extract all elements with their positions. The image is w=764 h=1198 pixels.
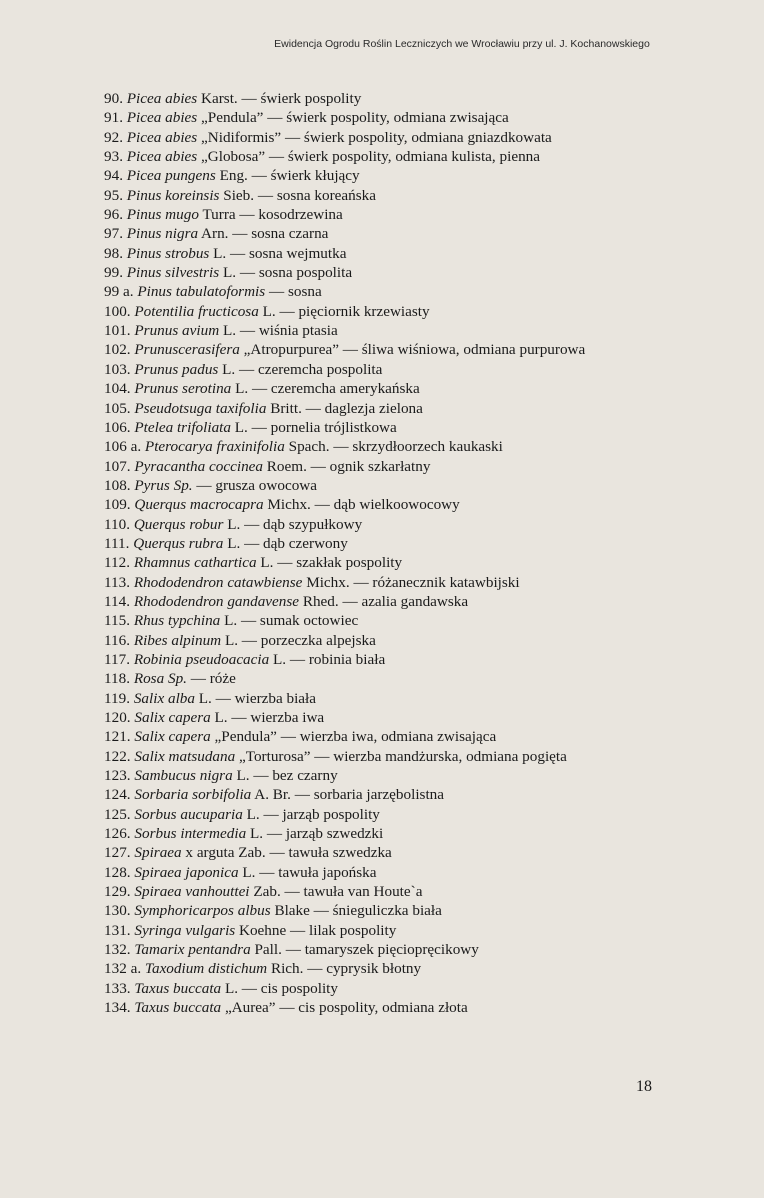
plant-entry [104,689,585,708]
plant-entry [104,360,585,379]
common-name: — grusza owocowa [192,476,318,494]
latin-name: Spiraea vanhouttei [134,883,250,901]
plant-entry [104,476,585,495]
plant-entry [104,824,585,843]
latin-name: Taxus buccata [134,999,222,1017]
common-name: L. — sumak octowiec [220,612,359,630]
latin-name: Salix matsudana [134,747,236,765]
common-name: L. — wierzba iwa [210,709,325,726]
latin-name: Pyrus Sp. [134,476,193,494]
common-name: L. — jarząb pospolity [242,805,380,823]
entry-number: 116. [104,631,131,649]
common-name: Rhed. — azalia gandawska [299,592,469,610]
entry-number: 115. [104,612,131,630]
common-name: Britt. — daglezja zielona [266,399,423,417]
plant-entry [104,573,585,592]
plant-entry [104,108,585,127]
latin-name: Symphoricarpos albus [134,902,271,920]
entry-number: 99 a. [104,283,134,301]
common-name: L. — szakłak pospolity [256,554,403,572]
latin-name: Pinus silvestris [126,264,220,282]
latin-name: Potentilia fructicosa [134,302,259,320]
latin-name: Picea abies [126,128,198,146]
plant-entry [104,959,585,978]
plant-entry [104,766,585,785]
entry-number: 128. [104,863,131,881]
latin-name: Pinus tabulatoformis [137,283,266,301]
common-name: „Atropurpurea” — śliwa wiśniowa, odmiana purpurowa [239,341,586,359]
plant-entry [104,379,585,398]
plant-entry [104,843,585,862]
common-name: „Torturosa” — wierzba mandżurska, odmiana pogięta [235,747,567,765]
plant-entry [104,921,585,940]
latin-name: Picea abies [126,109,198,127]
entry-number: 123. [104,767,131,785]
entry-number: 92. [104,128,123,146]
entry-number: 94. [104,167,123,185]
common-name: L. — sosna pospolita [219,264,353,282]
latin-name: Prunus padus [134,360,219,378]
latin-name: Rosa Sp. [133,670,187,688]
common-name: Michx. — różanecznik katawbijski [302,573,520,591]
entry-number: 132 a. [104,960,142,978]
entry-number: 98. [104,244,123,262]
latin-name: Ribes alpinum [133,631,222,649]
plant-entry [104,224,585,243]
plant-entry [104,399,585,418]
plant-entry [104,340,585,359]
latin-name: Rhus typchina [133,612,221,630]
latin-name: Syringa vulgaris [134,921,236,939]
latin-name: Pyracantha coccinea [134,457,263,475]
latin-name: Prunuscerasifera [134,341,240,359]
plant-entry [104,785,585,804]
entry-number: 97. [104,225,123,243]
plant-entry [104,515,585,534]
entry-number: 99. [104,264,123,282]
entry-number: 119. [104,689,131,707]
common-name: Turra — kosodrzewina [198,206,343,224]
entry-number: 112. [104,554,131,572]
common-name: „Pendula” — świerk pospolity, odmiana zwisająca [197,109,509,127]
page-number: 18 [636,1078,652,1095]
entry-number: 102. [104,341,131,359]
common-name: L. — dąb czerwony [223,534,348,552]
latin-name: Salix alba [133,689,195,707]
entry-number: 125. [104,805,131,823]
plant-entry [104,495,585,514]
common-name: L. — czeremcha pospolita [218,360,383,378]
latin-name: Spiraea [134,844,182,862]
common-name: „Nidiformis” — świerk pospolity, odmiana gniazdkowata [197,128,552,146]
common-name: „Globosa” — świerk pospolity, odmiana kulista, pienna [197,148,540,166]
common-name: L. — robinia biała [269,650,386,668]
entry-number: 104. [104,380,131,398]
common-name: Zab. — tawuła van Houte`a [249,883,423,901]
common-name: Koehne — lilak pospolity [235,921,397,939]
common-name: Michx. — dąb wielkoowocowy [263,496,460,514]
plant-entry [104,534,585,553]
latin-name: Tamarix pentandra [134,941,251,959]
entry-number: 109. [104,496,131,514]
common-name: L. — tawuła japońska [238,863,377,881]
plant-entry [104,321,585,340]
running-header: Ewidencja Ogrodu Roślin Leczniczych we Wrocławiu przy ul. J. Kochanowskiego [274,38,650,50]
plant-entry [104,747,585,766]
entry-number: 91. [104,109,123,127]
common-name: L. — jarząb szwedzki [246,825,384,843]
plant-entry [104,186,585,205]
plant-entry [104,863,585,882]
plant-entry [104,998,585,1017]
latin-name: Pseudotsuga taxifolia [134,399,267,417]
entry-number: 133. [104,979,131,997]
plant-entry [104,979,585,998]
plant-entry [104,592,585,611]
latin-name: Rhododendron catawbiense [133,573,303,591]
plant-entry [104,457,585,476]
entry-number: 95. [104,186,123,204]
common-name: Spach. — skrzydłoorzech kaukaski [284,438,503,456]
plant-list [104,89,585,1018]
common-name: L. — sosna wejmutka [209,244,347,262]
latin-name: Querqus robur [133,515,224,533]
entry-number: 126. [104,825,131,843]
entry-number: 106 a. [104,438,142,456]
plant-entry [104,631,585,650]
common-name: Karst. — świerk pospolity [197,90,362,107]
common-name: A. Br. — sorbaria jarzębolistna [251,786,445,804]
entry-number: 111. [104,534,130,552]
latin-name: Pinus nigra [126,225,199,243]
entry-number: 127. [104,844,131,862]
plant-entry [104,708,585,727]
common-name: „Aurea” — cis pospolity, odmiana złota [221,999,468,1017]
plant-entry [104,263,585,282]
latin-name: Pinus strobus [126,244,210,262]
plant-entry [104,128,585,147]
entry-number: 101. [104,322,131,340]
common-name: L. — pięciornik krzewiasty [258,302,430,320]
entry-number: 100. [104,302,131,320]
common-name: Sieb. — sosna koreańska [219,186,376,204]
common-name: x arguta Zab. — tawuła szwedzka [181,844,392,862]
entry-number: 103. [104,360,131,378]
latin-name: Spiraea japonica [134,863,239,881]
entry-number: 122. [104,747,131,765]
latin-name: Taxodium distichum [144,960,268,978]
plant-entry [104,669,585,688]
plant-entry [104,940,585,959]
common-name: L. — porzeczka alpejska [221,631,376,649]
entry-number: 124. [104,786,131,804]
plant-entry [104,611,585,630]
entry-number: 121. [104,728,131,746]
entry-number: 131. [104,921,131,939]
common-name: Arn. — sosna czarna [198,225,329,243]
latin-name: Querqus macrocapra [134,496,264,514]
common-name: L. — wiśnia ptasia [219,322,338,340]
entry-number: 108. [104,476,131,494]
latin-name: Pterocarya fraxinifolia [144,438,285,456]
latin-name: Prunus avium [134,322,220,340]
latin-name: Pinus koreinsis [126,186,220,204]
common-name: Pall. — tamaryszek pięciopręcikowy [250,941,479,959]
plant-entry [104,166,585,185]
plant-entry [104,205,585,224]
entry-number: 105. [104,399,131,417]
plant-entry [104,282,585,301]
common-name: L. — pornelia trójlistkowa [230,418,397,436]
latin-name: Querqus rubra [133,534,224,552]
latin-name: Salix capera [134,709,211,726]
plant-entry [104,89,585,108]
plant-entry [104,553,585,572]
plant-entry [104,882,585,901]
entry-number: 118. [104,670,131,688]
common-name: Rich. — cyprysik błotny [267,960,422,978]
common-name: L. — bez czarny [232,767,338,785]
entry-number: 110. [104,515,131,533]
entry-number: 114. [104,592,131,610]
latin-name: Rhamnus cathartica [133,554,257,572]
common-name: L. — cis pospolity [221,979,338,997]
common-name: Blake — śnieguliczka biała [270,902,442,920]
latin-name: Sorbus intermedia [134,825,247,843]
common-name: L. — dąb szypułkowy [223,515,363,533]
latin-name: Taxus buccata [134,979,222,997]
entry-number: 120. [104,709,131,726]
common-name: L. — wierzba biała [194,689,317,707]
common-name: — róże [186,670,236,688]
common-name: Eng. — świerk kłujący [215,167,360,185]
entry-number: 129. [104,883,131,901]
common-name: Roem. — ognik szkarłatny [263,457,431,475]
latin-name: Sambucus nigra [134,767,233,785]
entry-number: 132. [104,941,131,959]
latin-name: Ptelea trifoliata [134,418,231,436]
latin-name: Salix capera [134,728,211,746]
latin-name: Sorbus aucuparia [134,805,243,823]
plant-entry [104,418,585,437]
entry-number: 113. [104,573,131,591]
entry-number: 134. [104,999,131,1017]
entry-number: 107. [104,457,131,475]
common-name: „Pendula” — wierzba iwa, odmiana zwisająca [210,728,497,746]
latin-name: Rhododendron gandavense [133,592,300,610]
latin-name: Picea abies [126,90,198,107]
entry-number: 90. [104,90,123,107]
entry-number: 117. [104,650,131,668]
plant-entry [104,147,585,166]
common-name: — sosna [265,283,322,301]
latin-name: Pinus mugo [126,206,199,224]
plant-entry [104,437,585,456]
plant-entry [104,244,585,263]
plant-entry [104,901,585,920]
common-name: L. — czeremcha amerykańska [231,380,420,398]
entry-number: 93. [104,148,123,166]
entry-number: 130. [104,902,131,920]
plant-entry [104,727,585,746]
plant-entry [104,302,585,321]
entry-number: 106. [104,418,131,436]
plant-entry [104,650,585,669]
plant-entry [104,805,585,824]
latin-name: Picea abies [126,148,198,166]
entry-number: 96. [104,206,123,224]
latin-name: Sorbaria sorbifolia [134,786,252,804]
latin-name: Picea pungens [126,167,216,185]
latin-name: Prunus serotina [134,380,232,398]
latin-name: Robinia pseudoacacia [133,650,270,668]
